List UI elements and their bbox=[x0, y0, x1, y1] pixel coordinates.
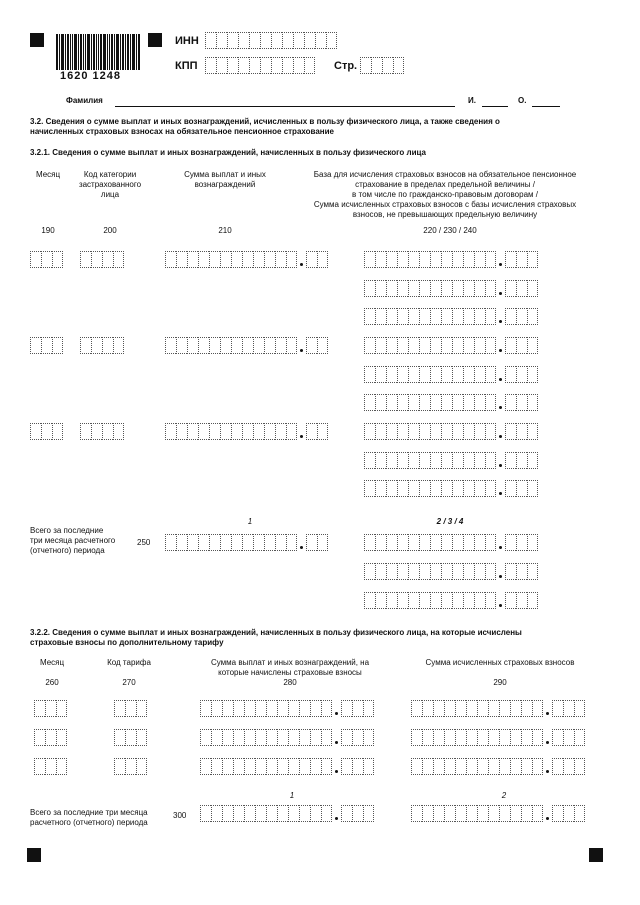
decimal-point bbox=[499, 575, 502, 578]
page-number-field[interactable] bbox=[360, 57, 404, 74]
base-field-integer[interactable] bbox=[364, 366, 496, 383]
total-base-field-decimal[interactable] bbox=[505, 563, 538, 580]
additional-payment-sum-field-integer[interactable] bbox=[200, 700, 332, 717]
total-base-note: 2 / 3 / 4 bbox=[436, 517, 464, 526]
month-field[interactable] bbox=[30, 251, 63, 268]
decimal-point bbox=[546, 712, 549, 715]
additional-contrib-sum-field-integer[interactable] bbox=[411, 758, 543, 775]
col-sum-header-2: вознаграждений bbox=[194, 180, 256, 189]
corner-marker-top-left bbox=[30, 33, 44, 47]
decimal-point bbox=[499, 263, 502, 266]
base-field-decimal[interactable] bbox=[505, 308, 538, 325]
base-field-decimal[interactable] bbox=[505, 423, 538, 440]
base-field-integer[interactable] bbox=[364, 280, 496, 297]
base-field-decimal[interactable] bbox=[505, 394, 538, 411]
total-payment-sum-field-decimal[interactable] bbox=[306, 534, 328, 551]
tariff-code-field[interactable] bbox=[114, 729, 147, 746]
code-210: 210 bbox=[218, 226, 232, 235]
col-sum-header-2-1: Сумма выплат и иных вознаграждений, на bbox=[210, 658, 370, 667]
code-200: 200 bbox=[103, 226, 117, 235]
code-280: 280 bbox=[283, 678, 297, 687]
initial-o-field[interactable] bbox=[532, 106, 560, 107]
additional-payment-sum-field-integer[interactable] bbox=[200, 758, 332, 775]
month-field-2[interactable] bbox=[34, 700, 67, 717]
col-base-header-1: База для исчисления страховых взносов на обязательное пенсионное bbox=[313, 170, 577, 179]
code-260: 260 bbox=[45, 678, 59, 687]
col-month-header: Месяц bbox=[35, 170, 61, 179]
total-base-field-integer[interactable] bbox=[364, 592, 496, 609]
decimal-point bbox=[300, 263, 303, 266]
section-3-2-2-title-line2: страховые взносы по дополнительному тарифу bbox=[30, 638, 224, 647]
col-category-header-3: лица bbox=[100, 190, 120, 199]
base-field-integer[interactable] bbox=[364, 337, 496, 354]
barcode-number: 1620 1248 bbox=[60, 70, 121, 82]
additional-payment-sum-field-decimal[interactable] bbox=[341, 758, 374, 775]
decimal-point bbox=[300, 435, 303, 438]
additional-payment-sum-field-decimal[interactable] bbox=[341, 729, 374, 746]
corner-marker-bottom-right bbox=[589, 848, 603, 862]
decimal-point bbox=[335, 741, 338, 744]
col-category-header-1: Код категории bbox=[83, 170, 137, 179]
decimal-point bbox=[499, 406, 502, 409]
base-field-decimal[interactable] bbox=[505, 337, 538, 354]
decimal-point bbox=[546, 741, 549, 744]
base-field-decimal[interactable] bbox=[505, 480, 538, 497]
decimal-point bbox=[335, 770, 338, 773]
base-field-integer[interactable] bbox=[364, 308, 496, 325]
decimal-point bbox=[499, 320, 502, 323]
total-base-field-integer[interactable] bbox=[364, 534, 496, 551]
decimal-point bbox=[546, 817, 549, 820]
decimal-point bbox=[300, 546, 303, 549]
decimal-point bbox=[499, 349, 502, 352]
additional-contrib-sum-field-integer[interactable] bbox=[411, 729, 543, 746]
category-code-field[interactable] bbox=[80, 337, 124, 354]
total-base-field-decimal[interactable] bbox=[505, 534, 538, 551]
payment-sum-field-decimal[interactable] bbox=[306, 423, 328, 440]
col-contrib-header: Сумма исчисленных страховых взносов bbox=[425, 658, 575, 667]
col-sum-header-2-2: которые начислены страховые взносы bbox=[218, 668, 362, 677]
total-payment-sum-field-integer[interactable] bbox=[165, 534, 297, 551]
total-additional-contrib-field-decimal[interactable] bbox=[552, 805, 585, 822]
decimal-point bbox=[499, 378, 502, 381]
additional-contrib-sum-field-decimal[interactable] bbox=[552, 700, 585, 717]
col-tariff-header: Код тарифа bbox=[107, 658, 151, 667]
total-label-line1: Всего за последние bbox=[30, 526, 104, 535]
month-field[interactable] bbox=[30, 337, 63, 354]
total-sum-note: 1 bbox=[247, 517, 253, 526]
base-field-integer[interactable] bbox=[364, 394, 496, 411]
code-270: 270 bbox=[122, 678, 136, 687]
surname-field[interactable] bbox=[115, 106, 455, 107]
decimal-point bbox=[499, 292, 502, 295]
total-contrib-note-2: 2 bbox=[501, 791, 507, 800]
barcode bbox=[56, 34, 141, 70]
base-field-integer[interactable] bbox=[364, 452, 496, 469]
additional-contrib-sum-field-integer[interactable] bbox=[411, 700, 543, 717]
code-290: 290 bbox=[493, 678, 507, 687]
col-base-header-2: страхование в пределах предельной величины / bbox=[355, 180, 535, 189]
initial-o-label: О. bbox=[518, 96, 527, 105]
base-field-integer[interactable] bbox=[364, 423, 496, 440]
decimal-point bbox=[499, 604, 502, 607]
decimal-point bbox=[499, 464, 502, 467]
decimal-point bbox=[300, 349, 303, 352]
category-code-field[interactable] bbox=[80, 251, 124, 268]
col-base-header-5: взносов, не превышающих предельную величину bbox=[352, 210, 538, 219]
code-220-230-240: 220 / 230 / 240 bbox=[423, 226, 477, 235]
kpp-field[interactable] bbox=[205, 57, 315, 74]
inn-field[interactable] bbox=[205, 32, 337, 49]
decimal-point bbox=[335, 712, 338, 715]
decimal-point bbox=[499, 435, 502, 438]
tariff-code-field[interactable] bbox=[114, 758, 147, 775]
additional-contrib-sum-field-decimal[interactable] bbox=[552, 758, 585, 775]
total-code-250: 250 bbox=[137, 538, 151, 547]
payment-sum-field-integer[interactable] bbox=[165, 251, 297, 268]
inn-label: ИНН bbox=[175, 35, 199, 47]
section-3-2-title-line1: 3.2. Сведения о сумме выплат и иных вознаграждений, исчисленных в пользу физического лица, а также сведения о bbox=[30, 117, 500, 126]
col-base-header-3: в том числе по гражданско-правовым договорам / bbox=[352, 190, 538, 199]
tariff-code-field[interactable] bbox=[114, 700, 147, 717]
col-month-header-2: Месяц bbox=[39, 658, 65, 667]
base-field-decimal[interactable] bbox=[505, 251, 538, 268]
corner-marker-top-right bbox=[148, 33, 162, 47]
col-category-header-2: застрахованного bbox=[78, 180, 142, 189]
total-additional-contrib-field-integer[interactable] bbox=[411, 805, 543, 822]
kpp-label: КПП bbox=[175, 60, 198, 72]
base-field-decimal[interactable] bbox=[505, 280, 538, 297]
total-sum-note-2: 1 bbox=[289, 791, 295, 800]
decimal-point bbox=[546, 770, 549, 773]
total-label-2-line2: расчетного (отчетного) периода bbox=[30, 818, 148, 827]
code-190: 190 bbox=[41, 226, 55, 235]
base-field-decimal[interactable] bbox=[505, 366, 538, 383]
total-additional-payment-field-integer[interactable] bbox=[200, 805, 332, 822]
total-base-field-integer[interactable] bbox=[364, 563, 496, 580]
month-field[interactable] bbox=[30, 423, 63, 440]
col-base-header-4: Сумма исчисленных страховых взносов с базы исчисления страховых bbox=[313, 200, 577, 209]
decimal-point bbox=[499, 546, 502, 549]
col-sum-header-1: Сумма выплат и иных bbox=[184, 170, 266, 179]
total-code-300: 300 bbox=[173, 811, 187, 820]
additional-payment-sum-field-integer[interactable] bbox=[200, 729, 332, 746]
page-label: Стр. bbox=[334, 60, 358, 72]
section-3-2-1-title: 3.2.1. Сведения о сумме выплат и иных вознаграждений, начисленных в пользу физического лица bbox=[30, 148, 426, 157]
payment-sum-field-integer[interactable] bbox=[165, 423, 297, 440]
payment-sum-field-integer[interactable] bbox=[165, 337, 297, 354]
section-3-2-2-title-line1: 3.2.2. Сведения о сумме выплат и иных вознаграждений, начисленных в пользу физического лица, на которые исчислены bbox=[30, 628, 522, 637]
total-label-line2: три месяца расчетного bbox=[30, 536, 116, 545]
decimal-point bbox=[335, 817, 338, 820]
decimal-point bbox=[499, 492, 502, 495]
additional-payment-sum-field-decimal[interactable] bbox=[341, 700, 374, 717]
additional-contrib-sum-field-decimal[interactable] bbox=[552, 729, 585, 746]
base-field-decimal[interactable] bbox=[505, 452, 538, 469]
total-additional-payment-field-decimal[interactable] bbox=[341, 805, 374, 822]
corner-marker-bottom-left bbox=[27, 848, 41, 862]
total-base-field-decimal[interactable] bbox=[505, 592, 538, 609]
month-field-2[interactable] bbox=[34, 729, 67, 746]
category-code-field[interactable] bbox=[80, 423, 124, 440]
surname-label: Фамилия bbox=[66, 96, 103, 105]
payment-sum-field-decimal[interactable] bbox=[306, 337, 328, 354]
initial-i-field[interactable] bbox=[482, 106, 508, 107]
month-field-2[interactable] bbox=[34, 758, 67, 775]
base-field-integer[interactable] bbox=[364, 480, 496, 497]
payment-sum-field-decimal[interactable] bbox=[306, 251, 328, 268]
total-label-line3: (отчетного) периода bbox=[30, 546, 105, 555]
total-label-2-line1: Всего за последние три месяца bbox=[30, 808, 148, 817]
section-3-2-title-line2: начисленных страховых взносах на обязательное пенсионное страхование bbox=[30, 127, 334, 136]
initial-i-label: И. bbox=[468, 96, 476, 105]
base-field-integer[interactable] bbox=[364, 251, 496, 268]
